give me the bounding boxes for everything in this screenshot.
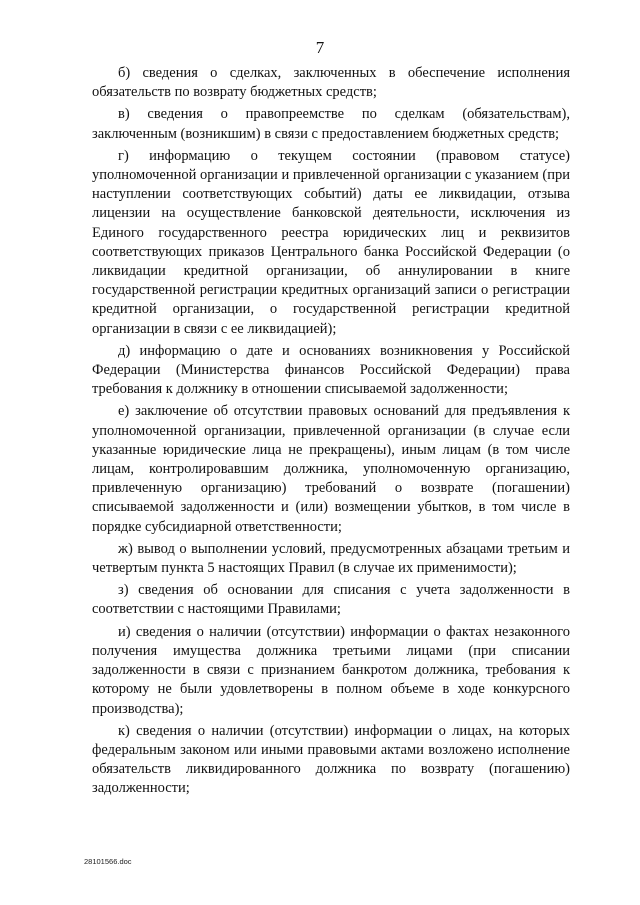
paragraph-v: в) сведения о правопреемстве по сделкам (обязательствам), заключенным (возникшим) в связи с предоставлением бюджетных средств; xyxy=(92,106,570,142)
paragraph-i: и) сведения о наличии (отсутствии) информации о фактах незаконного получения имущества должника третьими лицами (при списании задолженности в связи с признанием банкротом должника, требования к которому не были удовлетворены в полном объеме в ходе конкурсного производства); xyxy=(92,623,570,717)
paragraph-zh: ж) вывод о выполнении условий, предусмотренных абзацами третьим и четвертым пункта 5 настоящих Правил (в случае их применимости); xyxy=(92,540,570,577)
paragraph-z: з) сведения об основании для списания с учета задолженности в соответствии с настоящими Правилами; xyxy=(92,582,570,618)
paragraph-b: б) сведения о сделках, заключенных в обеспечение исполнения обязательств по возврату бюджетных средств; xyxy=(92,65,570,101)
document-body xyxy=(92,64,570,802)
paragraph-e: е) заключение об отсутствии правовых оснований для предъявления к уполномоченной организации, привлеченной организации (в случае если указанные юридические лица не прекращены), иным лицам (в том числе лицам, контролировавшим должника, уполномоченную организацию, привлеченную организацию) требований о возврате (погашении) списываемой задолженности и (или) возмещении убытков, в том числе в порядке субсидиарной ответственности; xyxy=(92,403,570,535)
paragraph-d: д) информацию о дате и основаниях возникновения у Российской Федерации (Министерства финансов Российской Федерации) права требования к должнику в отношении списываемой задолженности; xyxy=(92,342,570,398)
page-number: 7 xyxy=(315,38,325,57)
footer-filename: 28101566.doc xyxy=(84,857,132,866)
paragraph-k: к) сведения о наличии (отсутствии) информации о лицах, на которых федеральным законом или иными правовыми актами возложено исполнение обязательств ликвидированного должника по возврату (погашению) задолженности; xyxy=(92,722,570,797)
paragraph-g: г) информацию о текущем состоянии (правовом статусе) уполномоченной организации и привлеченной организации с указанием (при наступлении соответствующих событий) даты ее ликвидации, отзыва лицензии на осуществление банковской деятельности, исключения из Единого государственного реестра юридических лиц и реквизитов соответствующих приказов Центрального банка Российской Федерации (о ликвидации кредитной организации, об аннулировании в книге государственной регистрации кредитных организаций записи о регистрации кредитной организации, о государственной регистрации кредитной организации в связи с ее ликвидацией); xyxy=(92,147,571,337)
